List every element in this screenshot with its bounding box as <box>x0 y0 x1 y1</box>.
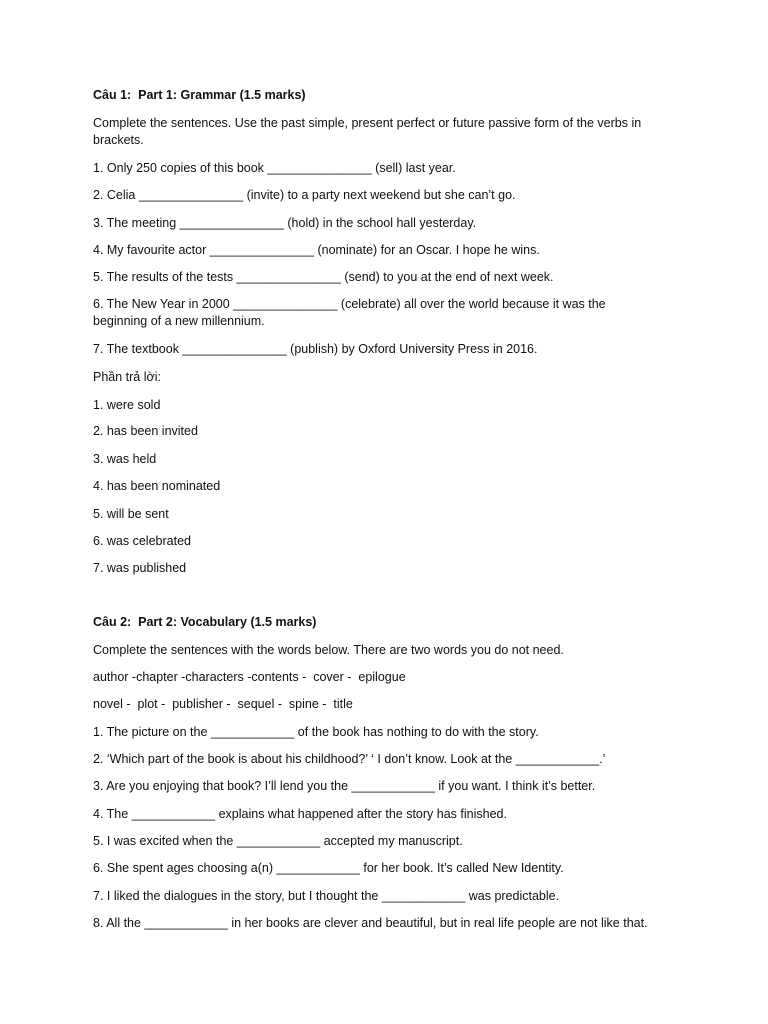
word-bank-line: novel - plot - publisher - sequel - spine - title <box>93 697 353 711</box>
part1-instruction: Complete the sentences. Use the past simple, present perfect or future passive form of the verbs in brackets. <box>93 116 645 147</box>
answer-item: 7. was published <box>93 561 187 575</box>
answer-item: 6. was celebrated <box>93 534 191 548</box>
part1-question: 4. My favourite actor _______________ (nominate) for an Oscar. I hope he wins. <box>93 243 540 257</box>
part2-question: 7. I liked the dialogues in the story, but I thought the ____________ was predictable. <box>93 889 560 903</box>
part1-question: 5. The results of the tests _______________ (send) to you at the end of next week. <box>93 270 554 284</box>
part2-heading: Câu 2: Part 2: Vocabulary (1.5 marks) <box>93 615 317 629</box>
part1-question: 3. The meeting _______________ (hold) in the school hall yesterday. <box>93 216 477 230</box>
answer-item: 2. has been invited <box>93 424 198 438</box>
part1-question: 7. The textbook _______________ (publish) by Oxford University Press in 2016. <box>93 342 538 356</box>
word-bank-line: author -chapter -characters -contents - cover - epilogue <box>93 670 406 684</box>
part2-question: 4. The ____________ explains what happened after the story has finished. <box>93 807 507 821</box>
answer-item: 4. has been nominated <box>93 479 221 493</box>
part2-question: 2. ‘Which part of the book is about his childhood?’ ‘ I don’t know. Look at the ____________.’ <box>93 752 606 766</box>
part1-question: 2. Celia _______________ (invite) to a party next weekend but she can’t go. <box>93 188 516 202</box>
part1-question: 1. Only 250 copies of this book _______________ (sell) last year. <box>93 161 456 175</box>
part2-question: 8. All the ____________ in her books are clever and beautiful, but in real life people are not like that. <box>93 916 648 930</box>
part2-instruction: Complete the sentences with the words below. There are two words you do not need. <box>93 643 564 657</box>
part1-question: 6. The New Year in 2000 _______________ (celebrate) all over the world because it was the beginning of a new millennium. <box>93 297 610 328</box>
part2-question: 5. I was excited when the ____________ accepted my manuscript. <box>93 834 463 848</box>
answer-item: 5. will be sent <box>93 507 169 521</box>
part1-heading: Câu 1: Part 1: Grammar (1.5 marks) <box>93 88 306 102</box>
answer-item: 3. was held <box>93 452 157 466</box>
part2-question: 6. She spent ages choosing a(n) ____________ for her book. It’s called New Identity. <box>93 861 564 875</box>
part2-question: 1. The picture on the ____________ of the book has nothing to do with the story. <box>93 725 539 739</box>
answer-item: 1. were sold <box>93 398 161 412</box>
answers-label: Phần trả lời: <box>93 370 161 384</box>
part2-question: 3. Are you enjoying that book? I’ll lend you the ____________ if you want. I think it’s better. <box>93 779 596 793</box>
